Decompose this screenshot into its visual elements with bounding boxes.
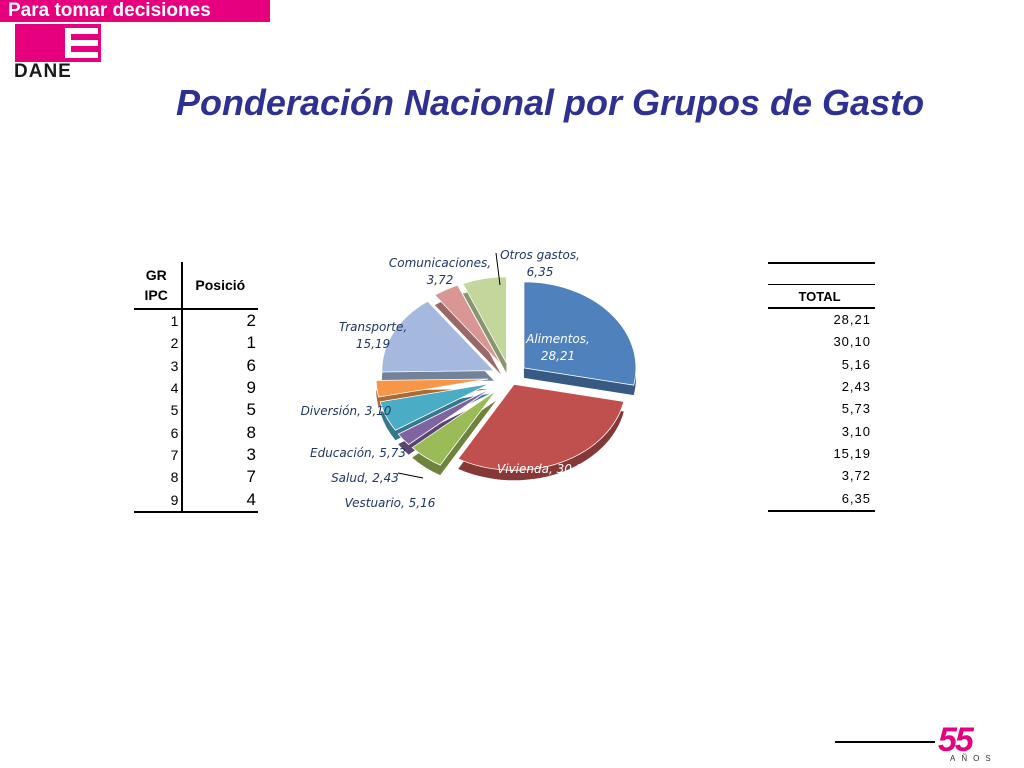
gr-ipc-cell: 3	[134, 355, 182, 377]
table-row	[134, 421, 258, 443]
anniversary-number: 55	[938, 721, 972, 759]
total-cell: 5,16	[841, 356, 871, 372]
position-cell: 8	[246, 422, 256, 442]
total-table-blank-row	[768, 263, 875, 285]
pie-data-label: Diversión, 3,10	[300, 404, 392, 418]
gr-ipc-cell: 5	[134, 399, 182, 421]
position-cell: 9	[246, 378, 256, 398]
pie-data-label: Vivienda, 30,10	[497, 462, 591, 476]
table-row	[768, 376, 875, 398]
position-table	[134, 262, 258, 513]
anniversary-text: AÑOS	[950, 754, 997, 763]
total-cell: 3,10	[841, 423, 871, 439]
total-cell: 28,21	[833, 312, 871, 328]
total-cell: 15,19	[833, 445, 871, 461]
position-cell: 2	[246, 311, 256, 331]
position-cell: 7	[246, 467, 256, 487]
pie-data-label: Alimentos, 28,21	[526, 332, 590, 363]
pie-slice-vivienda	[458, 384, 624, 470]
pie-data-label: Transporte, 15,19	[338, 320, 408, 351]
table-row	[768, 443, 875, 465]
position-cell: 6	[246, 355, 256, 375]
table-row	[134, 309, 258, 332]
table-row	[134, 488, 258, 511]
pie-data-label: Educación, 5,73	[310, 446, 406, 460]
position-cell: 3	[246, 444, 256, 464]
table-row	[768, 308, 875, 331]
pie-data-label: Comunicaciones, 3,72	[388, 256, 492, 287]
gr-ipc-cell: 8	[134, 466, 182, 488]
pie-chart	[290, 245, 690, 535]
gr-ipc-cell: 6	[134, 421, 182, 443]
page-title: Ponderación Nacional por Grupos de Gasto	[175, 82, 925, 123]
header-total: TOTAL	[768, 285, 875, 309]
table-row	[768, 420, 875, 442]
total-cell: 6,35	[768, 487, 875, 510]
gr-ipc-cell: 9	[134, 488, 182, 511]
table-row	[768, 465, 875, 487]
total-cell: 5,73	[841, 401, 871, 417]
header-position: Posició	[182, 262, 258, 309]
table-row	[134, 444, 258, 466]
gr-ipc-cell: 4	[134, 377, 182, 399]
table-row	[134, 355, 258, 377]
position-cell: 1	[246, 333, 256, 353]
total-table	[768, 262, 875, 512]
total-cell: 3,72	[841, 468, 871, 484]
pie-leader-line	[398, 473, 423, 478]
footer-divider	[835, 741, 935, 743]
table-row	[134, 466, 258, 488]
pie-data-label: Salud, 2,43	[331, 471, 399, 485]
dane-logo-icon	[15, 24, 101, 62]
pie-data-label: Otros gastos, 6,35	[500, 248, 580, 279]
total-cell: 30,10	[833, 334, 871, 350]
table-row	[768, 331, 875, 353]
gr-ipc-cell: 2	[134, 332, 182, 354]
table-row	[768, 398, 875, 420]
table-row	[134, 399, 258, 421]
dane-logo-text: DANE	[14, 61, 72, 82]
pie-data-label: Vestuario, 5,16	[344, 496, 436, 510]
total-cell: 2,43	[841, 379, 871, 395]
table-row	[768, 487, 875, 510]
position-cell: 4	[182, 488, 258, 511]
position-cell: 5	[246, 400, 256, 420]
gr-ipc-cell: 1	[134, 309, 182, 332]
slogan-banner	[0, 0, 270, 22]
anniversary-logo	[938, 721, 997, 763]
table-row	[134, 332, 258, 354]
table-row	[134, 377, 258, 399]
header-gr-ipc: GR IPC	[134, 262, 182, 309]
table-row	[768, 354, 875, 376]
gr-ipc-cell: 7	[134, 444, 182, 466]
slogan-text: Para tomar decisiones	[8, 0, 211, 21]
